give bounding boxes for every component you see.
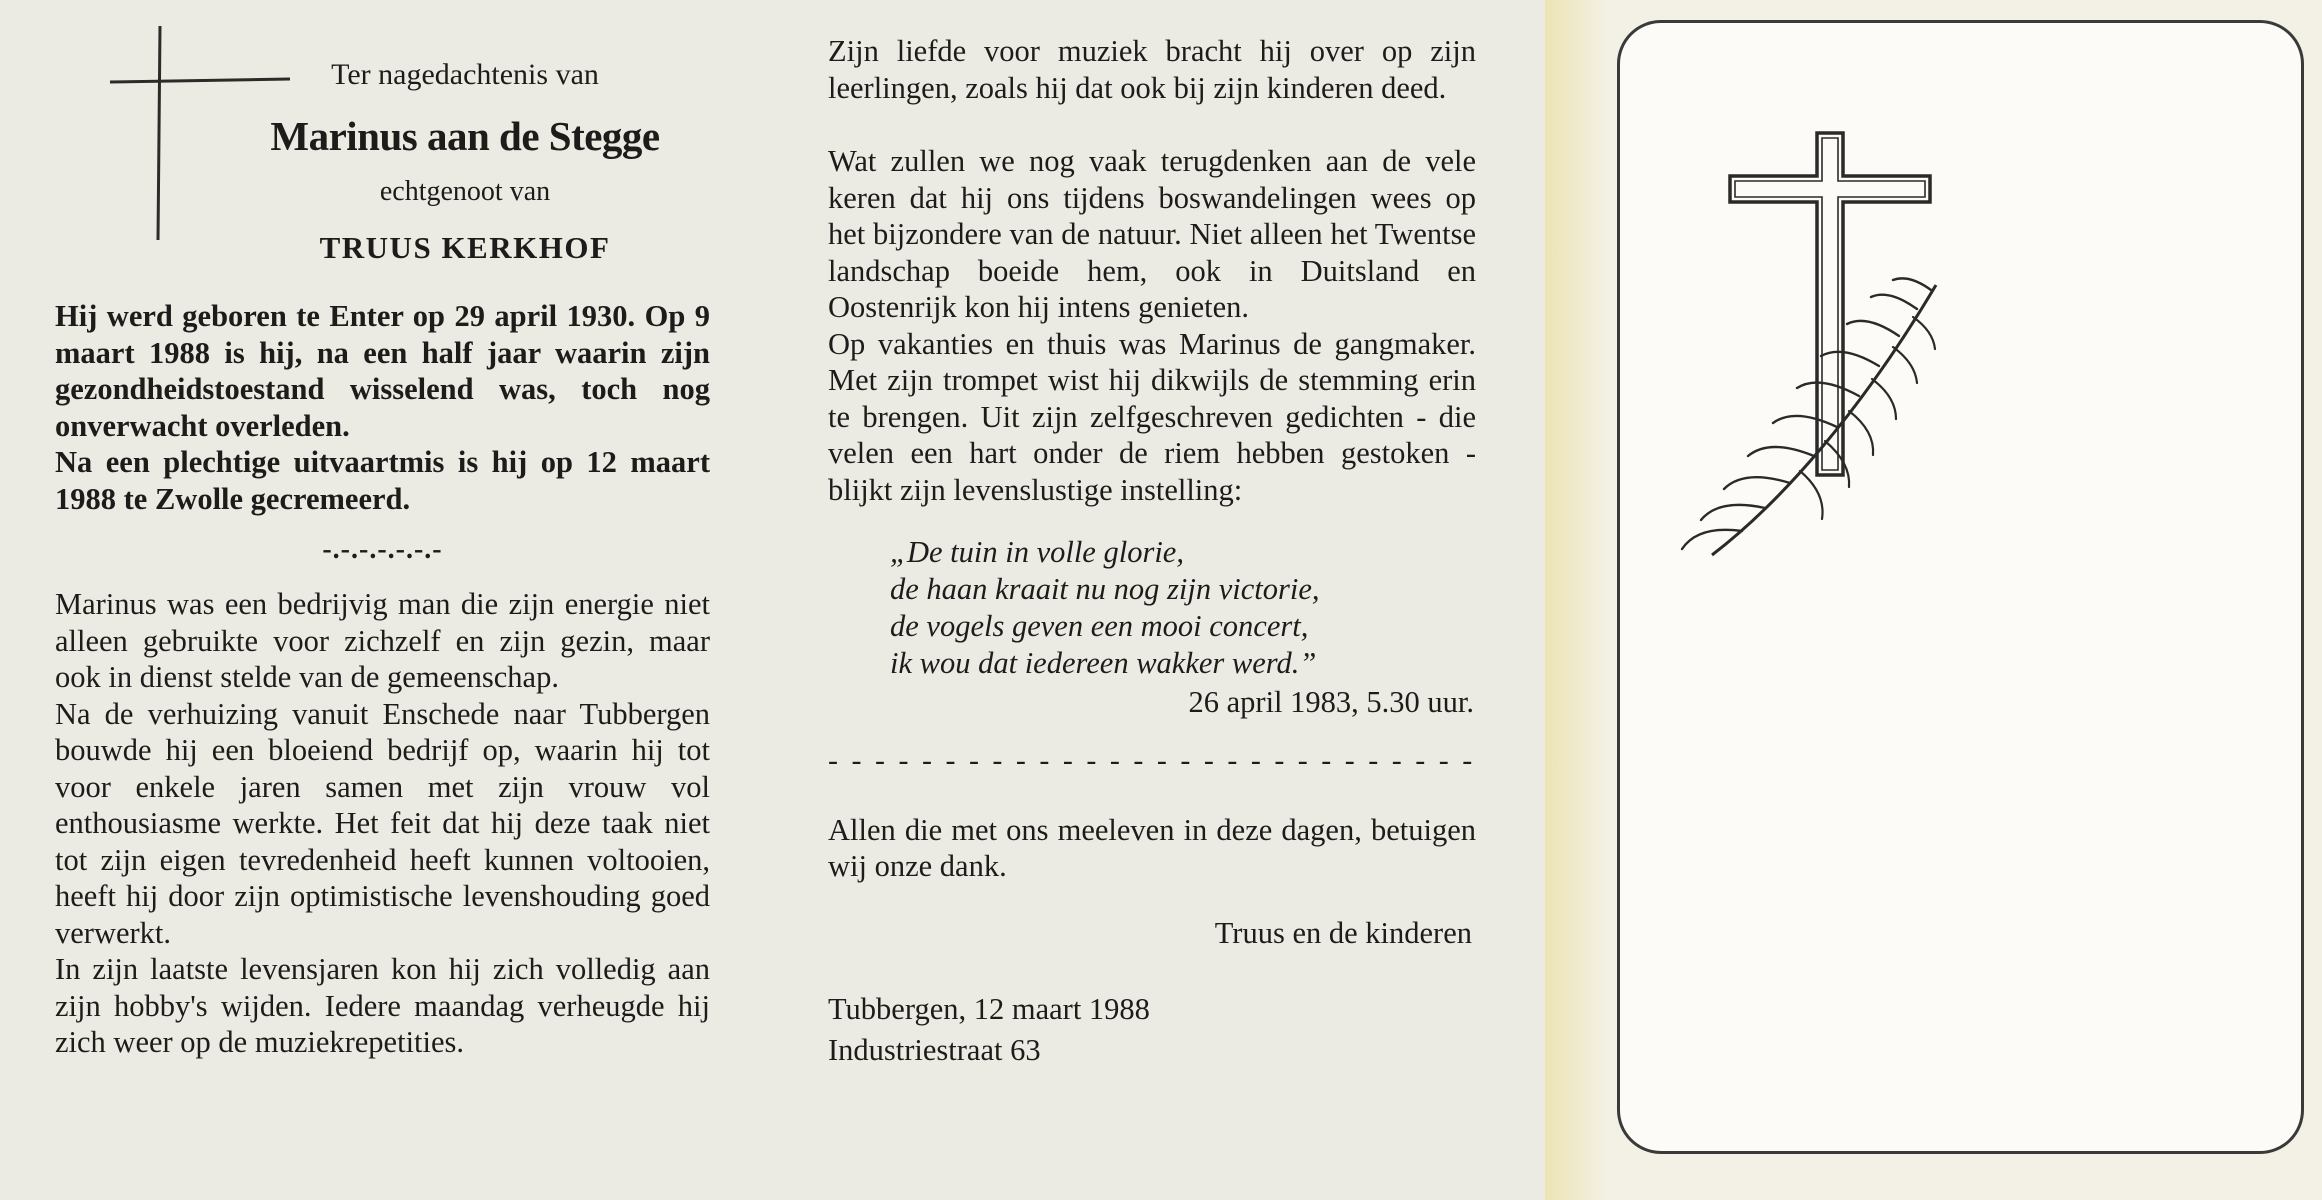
poem-date: 26 april 1983, 5.30 uur. xyxy=(1188,685,1474,719)
scan-fold-strip xyxy=(1545,0,1609,1200)
address: Industriestraat 63 xyxy=(828,1032,1041,1067)
paragraph: Na de verhuizing vanuit Enschede naar Tubbergen bouwde hij een bloeiend bedrijf op, waarin hij tot voor enkele jaren samen met zijn vrouw vol enthousiasme werkte. Het feit dat hij deze taak niet tot zijn eigen tevredenheid heeft kunnen voltooien, heeft hij door zijn optimistische levenshouding goed verwerkt. xyxy=(55,696,710,950)
spouse-label: echtgenoot van xyxy=(379,176,551,207)
paragraph: Marinus was een bedrijvig man die zijn energie niet alleen gebruikte voor zichzelf en zijn gezin, maar ook in dienst stelde van de gemeenschap. xyxy=(55,587,710,694)
biography-text xyxy=(55,586,710,1061)
right-page xyxy=(1545,0,2322,1200)
paragraph: Wat zullen we nog vaak terugdenken aan de vele keren dat hij ons tijdens boswandelingen wees op het bijzondere van de natuur. Niet alleen het Twentse landschap boeide hem, ook in Duitsland en Oostenrijk kon hij intens genieten. xyxy=(828,144,1476,324)
ornament-separator: -.-.-.-.-.-.- xyxy=(322,534,443,565)
paragraph: Zijn liefde voor muziek bracht hij over op zijn leerlingen, zoals hij dat ook bij zijn kinderen deed. xyxy=(828,34,1476,105)
poem-line: ik wou dat iedereen wakker werd.” xyxy=(890,646,1317,680)
dashed-divider: - - - - - - - - - - - - - - - - - - - - - - - - - - - - xyxy=(828,744,1473,777)
paragraph: In zijn laatste levensjaren kon hij zich volledig aan zijn hobby's wijden. Iedere maandag verheugde hij zich weer op de muziekrepetities. xyxy=(55,952,710,1059)
acknowledgement-text: Allen die met ons meeleven in deze dagen, betuigen wij onze dank. xyxy=(828,812,1476,883)
left-page xyxy=(55,0,710,1200)
middle-page xyxy=(828,0,1476,1200)
poem-line: de vogels geven een mooi concert, xyxy=(890,609,1309,643)
poem xyxy=(890,534,1476,721)
birth-death-text xyxy=(55,298,710,517)
place-date: Tubbergen, 12 maart 1988 xyxy=(828,992,1150,1026)
spouse-name: TRUUS KERKHOF xyxy=(319,230,611,265)
paragraph: Hij werd geboren te Enter op 29 april 1930. Op 9 maart 1988 is hij, na een half jaar waarin zijn gezondheidstoestand wisselend was, toch nog onverwacht overleden. xyxy=(55,299,710,443)
prayer-card-frame xyxy=(1617,20,2304,1154)
poem-line: de haan kraait nu nog zijn victorie, xyxy=(890,572,1320,606)
cross-with-palm-icon xyxy=(1680,123,1980,563)
intro-line: Ter nagedachtenis van xyxy=(331,58,599,91)
paragraph: Op vakanties en thuis was Marinus de gangmaker. Met zijn trompet wist hij dikwijls de stemming erin te brengen. Uit zijn zelfgeschreven gedichten - die velen een hart onder de riem hebben gestoken - blijkt zijn levenslustige instelling: xyxy=(828,326,1476,507)
signature: Truus en de kinderen xyxy=(1214,915,1472,950)
paragraph: Na een plechtige uitvaartmis is hij op 12 maart 1988 te Zwolle gecremeerd. xyxy=(55,445,710,516)
deceased-name: Marinus aan de Stegge xyxy=(270,113,660,159)
memorial-header xyxy=(165,58,765,266)
poem-line: „De tuin in volle glorie, xyxy=(890,535,1184,569)
